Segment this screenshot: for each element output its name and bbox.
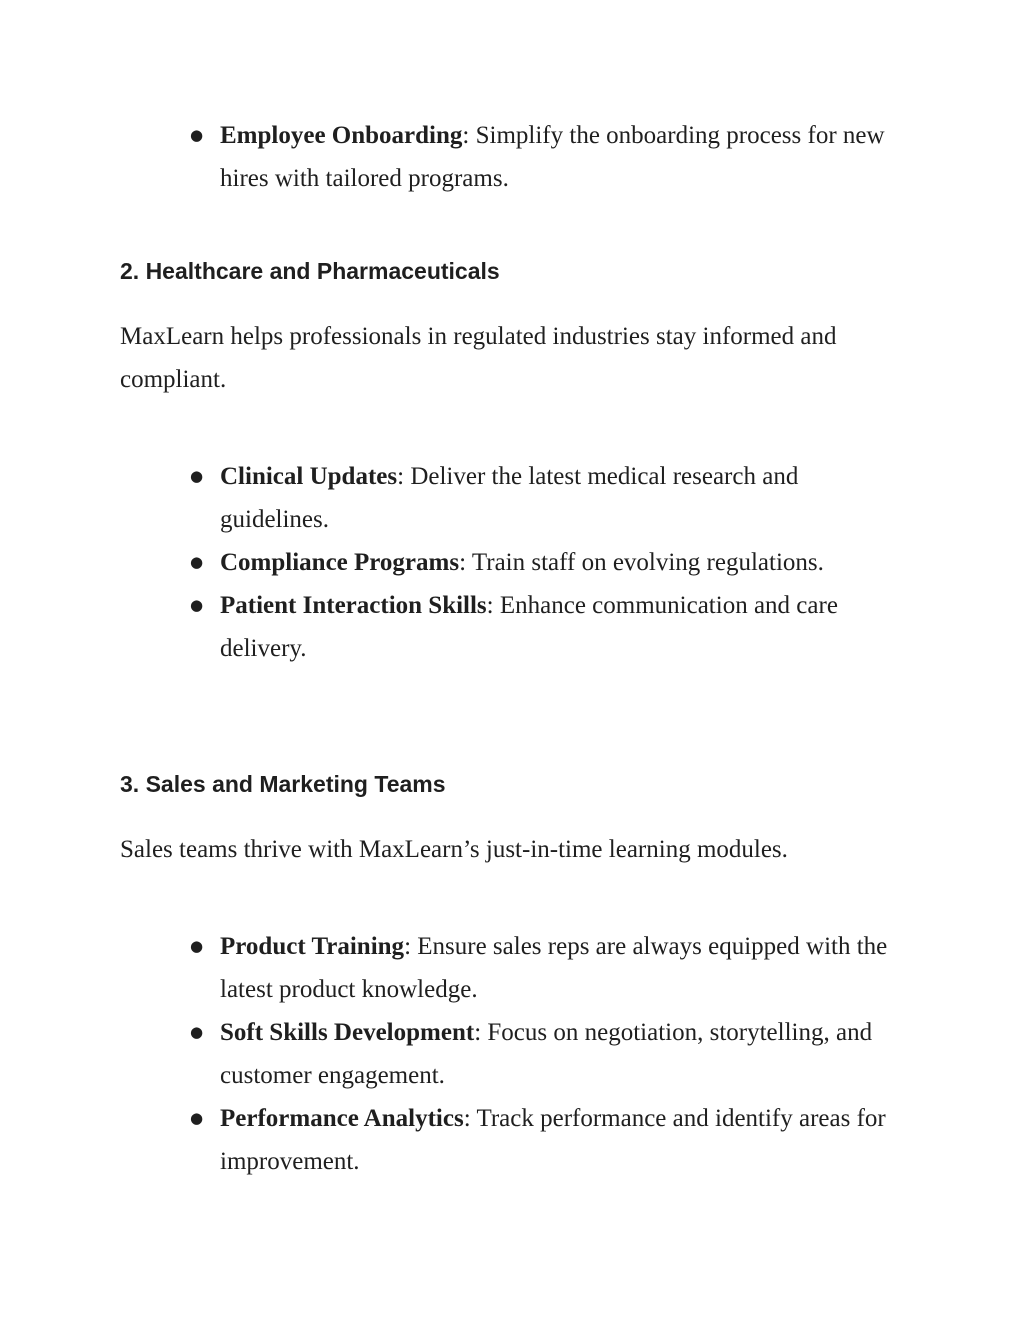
- list-item-separator: :: [462, 122, 470, 149]
- section-intro-healthcare: MaxLearn helps professionals in regulated industries stay informed and compliant.: [120, 323, 837, 393]
- bullet-icon: ●: [190, 553, 204, 571]
- list-item: [190, 584, 900, 670]
- list-item-separator: :: [486, 592, 494, 619]
- section-intro-sales: Sales teams thrive with MaxLearn’s just-in-time learning modules.: [120, 836, 788, 863]
- list-item: [190, 1011, 900, 1097]
- list-item: [190, 114, 900, 200]
- onboarding-list: [190, 114, 900, 200]
- list-item: [190, 455, 900, 541]
- list-item-term: Product Training: [220, 933, 405, 960]
- list-item: [190, 925, 900, 1011]
- list-item-term: Patient Interaction Skills: [220, 592, 487, 619]
- list-item-text: Train staff on evolving regulations.: [466, 549, 824, 576]
- sales-list: [190, 925, 900, 1183]
- list-item: [190, 541, 900, 584]
- healthcare-list: [190, 455, 900, 670]
- list-item-text: Focus on negotiation, storytelling, and customer engagement.: [220, 1019, 873, 1089]
- list-item-separator: :: [459, 549, 467, 576]
- list-item-separator: :: [397, 463, 405, 490]
- list-item-separator: :: [463, 1105, 471, 1132]
- list-item-separator: :: [474, 1019, 482, 1046]
- list-item: [190, 1097, 900, 1183]
- bullet-icon: ●: [190, 937, 204, 955]
- list-item-text: Ensure sales reps are always equipped with the latest product knowledge.: [220, 933, 888, 1003]
- bullet-icon: ●: [190, 467, 204, 485]
- section-heading-sales: 3. Sales and Marketing Teams: [120, 771, 446, 797]
- list-item-separator: :: [404, 933, 412, 960]
- list-item-text: Deliver the latest medical research and guidelines.: [220, 463, 799, 533]
- list-item-term: Employee Onboarding: [220, 122, 463, 149]
- list-item-term: Soft Skills Development: [220, 1019, 475, 1046]
- list-item-term: Performance Analytics: [220, 1105, 464, 1132]
- list-item-text: Enhance communication and care delivery.: [220, 592, 838, 662]
- bullet-icon: ●: [190, 596, 204, 614]
- list-item-text: Track performance and identify areas for improvement.: [220, 1105, 886, 1175]
- bullet-icon: ●: [190, 126, 204, 144]
- list-item-term: Compliance Programs: [220, 549, 460, 576]
- bullet-icon: ●: [190, 1023, 204, 1041]
- bullet-icon: ●: [190, 1109, 204, 1127]
- list-item-term: Clinical Updates: [220, 463, 398, 490]
- list-item-text: Simplify the onboarding process for new hires with tailored programs.: [220, 122, 885, 192]
- section-heading-healthcare: 2. Healthcare and Pharmaceuticals: [120, 258, 500, 284]
